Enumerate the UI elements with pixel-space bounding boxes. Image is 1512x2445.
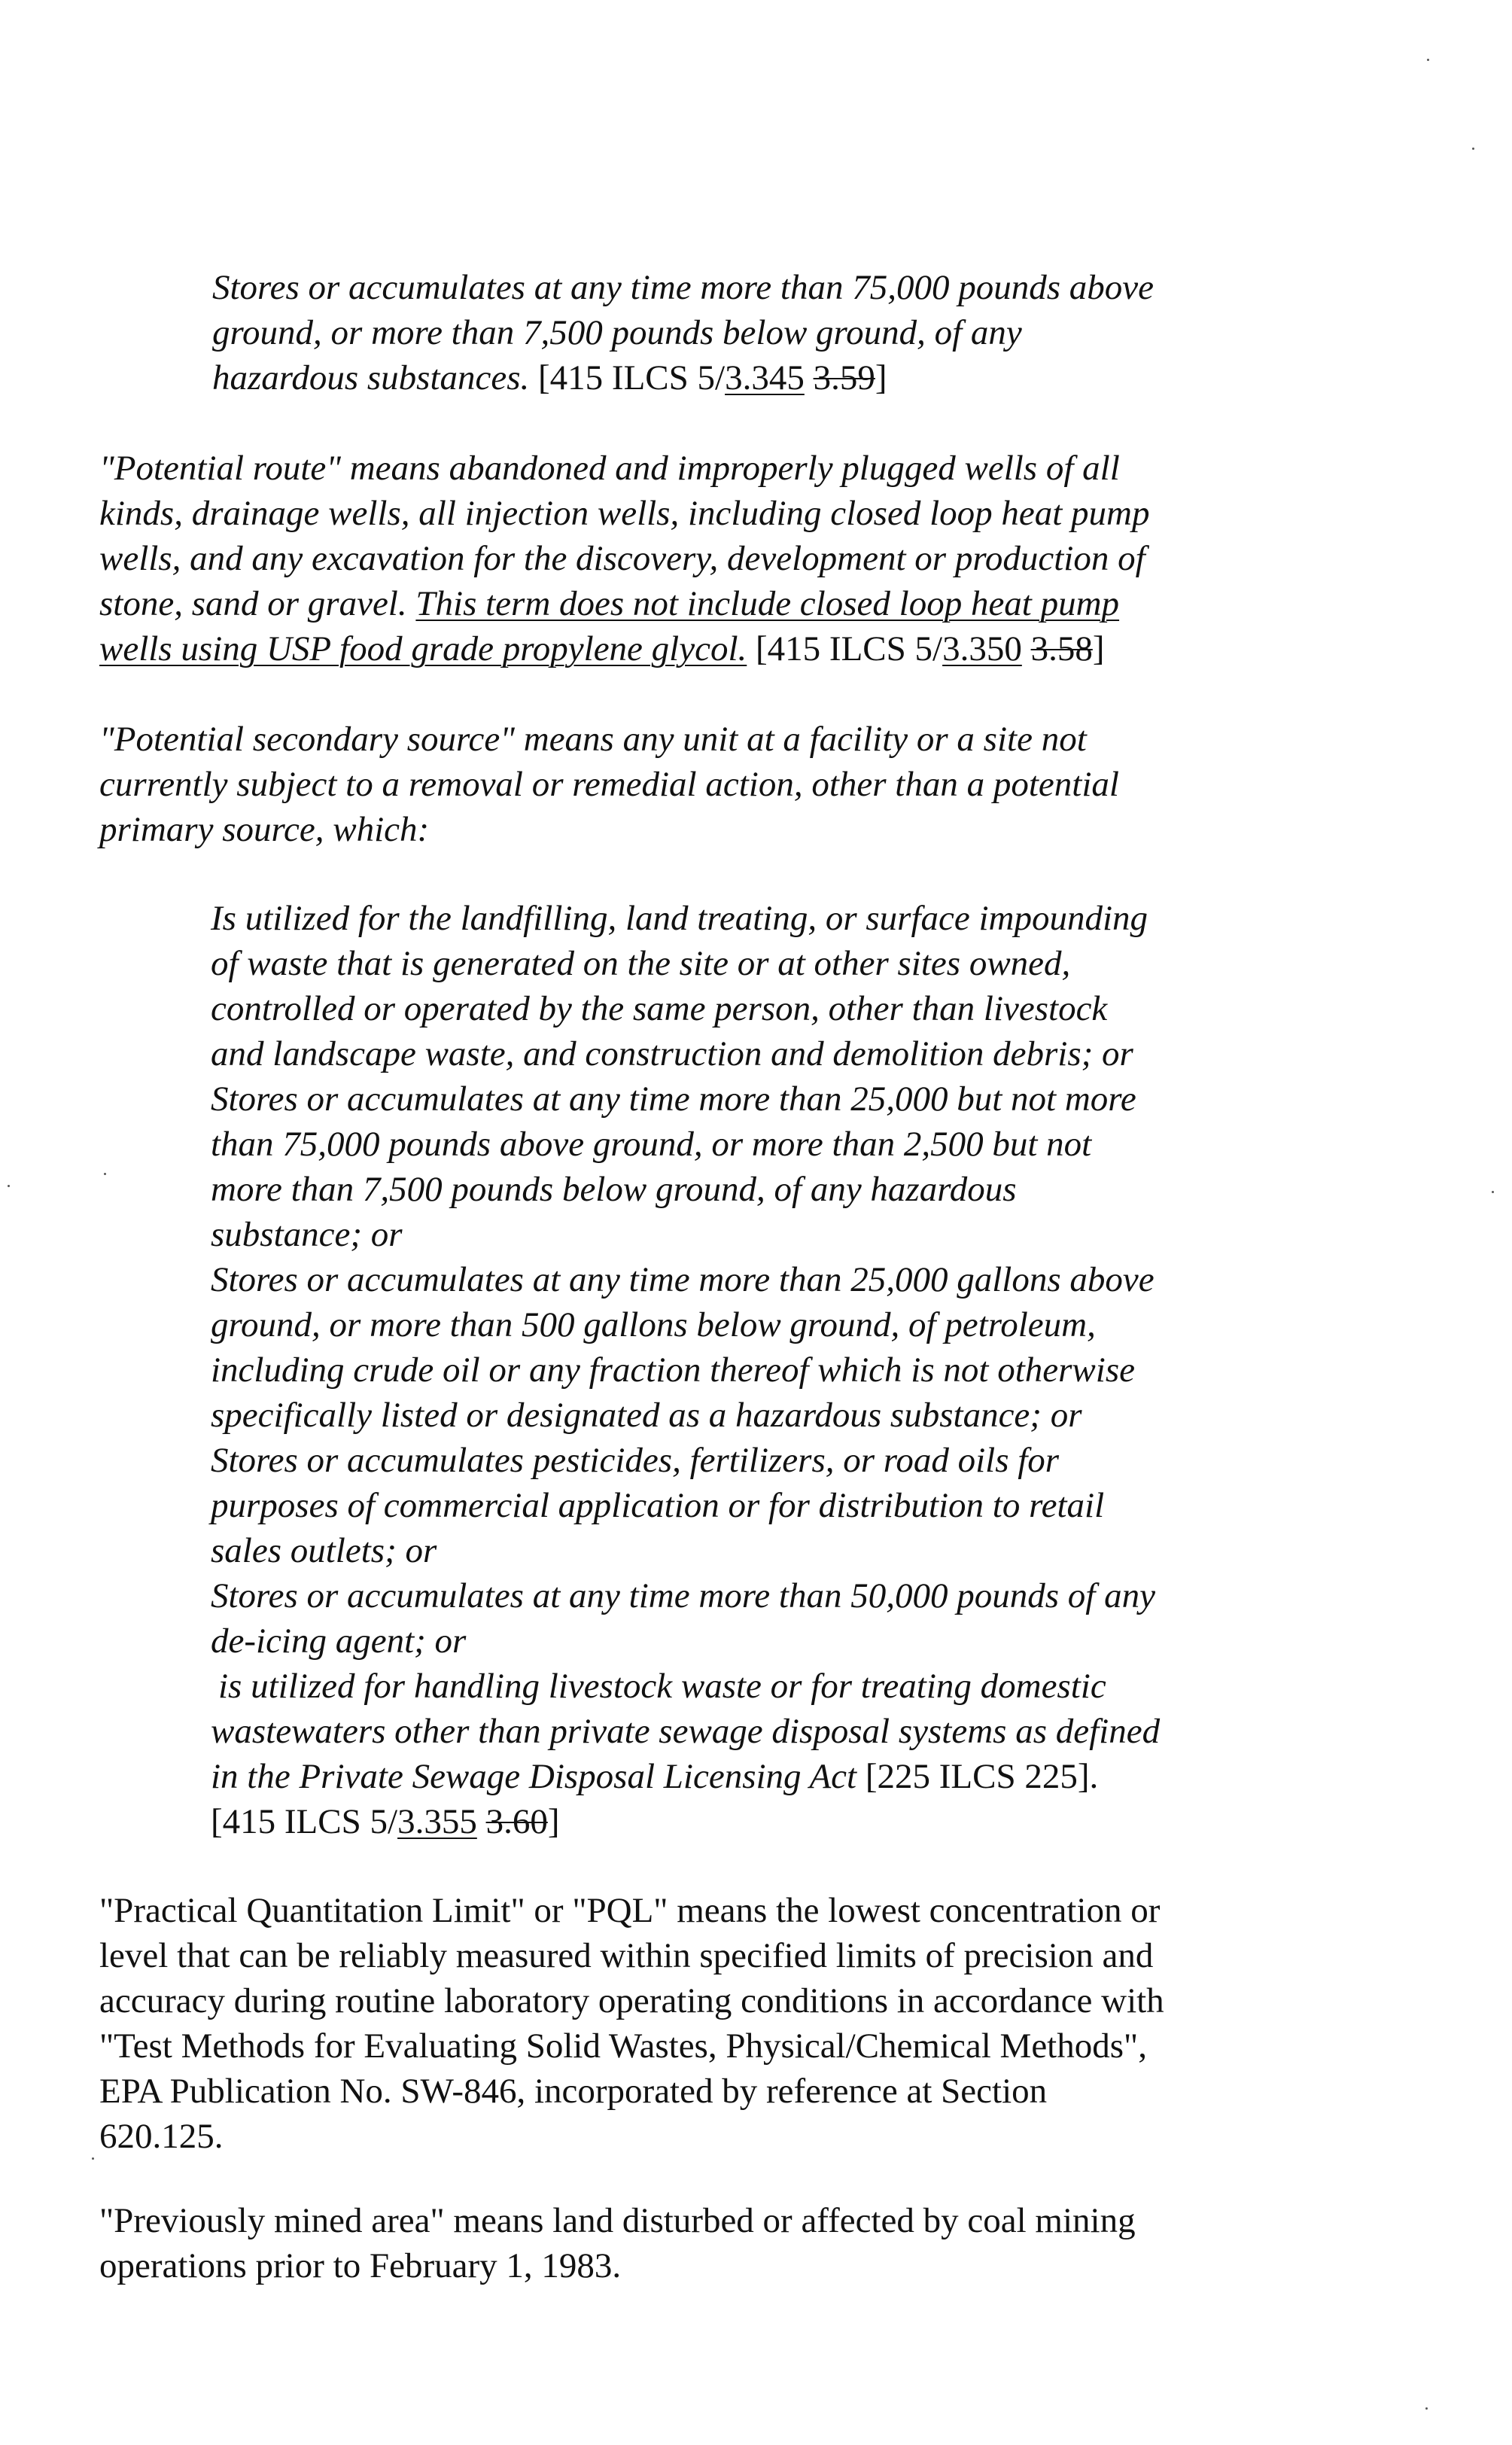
citation-inserted: 3.345 [725, 358, 805, 397]
text-line-part: in the Private Sewage Disposal Licensing Act [211, 1757, 857, 1796]
citation-suffix: ] [547, 1802, 560, 1841]
text-line: and landscape waste, and construction and demolition debris; or [211, 1034, 1133, 1073]
citation-inserted: 3.355 [397, 1802, 477, 1841]
text-line: ground, or more than 500 gallons below ground, of petroleum, [211, 1305, 1096, 1344]
inserted-text: This term does not include closed loop heat pump [415, 584, 1120, 623]
paragraph-potential-secondary-source [99, 717, 1119, 852]
citation [211, 1799, 1160, 1844]
citation-inserted: 3.350 [942, 629, 1022, 668]
text-line: purposes of commercial application or for distribution to retail [211, 1486, 1105, 1525]
text-line: Stores or accumulates at any time more than 25,000 gallons above [211, 1260, 1155, 1299]
text-line [99, 626, 1150, 671]
text-line: Stores or accumulates at any time more than 50,000 pounds of any [211, 1576, 1155, 1615]
text-line: "Potential route" means abandoned and improperly plugged wells of all [99, 449, 1120, 488]
citation [747, 629, 1104, 668]
text-line: currently subject to a removal or remedial action, other than a potential [99, 765, 1119, 804]
citation-suffix: ] [875, 358, 887, 397]
scan-speck [92, 2157, 94, 2160]
text-line: sales outlets; or [211, 1531, 437, 1570]
text-line: Stores or accumulates at any time more than 25,000 but not more [211, 1079, 1136, 1119]
scan-speck [1492, 1191, 1494, 1193]
citation [529, 358, 887, 397]
text-line: de-icing agent; or [211, 1621, 467, 1661]
text-line: Stores or accumulates at any time more than 75,000 pounds above [212, 268, 1154, 307]
text-line: ground, or more than 7,500 pounds below ground, of any [212, 313, 1022, 352]
text-line: 620.125. [99, 2117, 224, 2156]
text-line: of waste that is generated on the site or at other sites owned, [211, 944, 1071, 983]
scan-speck [1472, 148, 1474, 150]
text-line: is utilized for handling livestock waste or for treating domestic [218, 1667, 1106, 1706]
text-line: specifically listed or designated as a hazardous substance; or [211, 1396, 1082, 1435]
scan-speck [8, 1185, 10, 1187]
paragraph-potential-route [99, 446, 1150, 671]
text-line: than 75,000 pounds above ground, or more than 2,500 but not [211, 1125, 1092, 1164]
text-line: level that can be reliably measured within specified limits of precision and [99, 1936, 1154, 1975]
paragraph-hazardous-storage [212, 265, 1154, 400]
text-line: primary source, which: [99, 810, 430, 849]
text-line: operations prior to February 1, 1983. [99, 2246, 622, 2285]
paragraph-pql [99, 1888, 1164, 2159]
text-line [211, 1754, 1160, 1799]
inserted-text: wells using USP food grade propylene glycol. [99, 629, 747, 668]
act-citation: [225 ILCS 225]. [865, 1757, 1099, 1796]
text-line-part: stone, sand or gravel. [99, 584, 407, 623]
text-line: "Potential secondary source" means any unit at a facility or a site not [99, 720, 1087, 759]
citation-deleted: 3.59 [813, 358, 875, 397]
text-line: Is utilized for the landfilling, land treating, or surface impounding [211, 899, 1148, 938]
text-line: EPA Publication No. SW-846, incorporated by reference at Section [99, 2072, 1048, 2111]
text-line [99, 581, 1150, 626]
citation-prefix: [415 ILCS 5/ [756, 629, 943, 668]
text-line: wells, and any excavation for the discovery, development or production of [99, 539, 1145, 578]
text-line-part: hazardous substances. [212, 358, 530, 397]
citation-prefix: [415 ILCS 5/ [538, 358, 726, 397]
paragraph-previously-mined-area [99, 2198, 1136, 2288]
text-line: kinds, drainage wells, all injection wells, including closed loop heat pump [99, 494, 1150, 533]
citation-prefix: [415 ILCS 5/ [211, 1802, 398, 1841]
citation-suffix: ] [1092, 629, 1105, 668]
citation-deleted: 3.60 [485, 1802, 548, 1841]
text-line: Stores or accumulates pesticides, fertilizers, or road oils for [211, 1441, 1060, 1480]
text-line: wastewaters other than private sewage disposal systems as defined [211, 1712, 1161, 1751]
text-line: controlled or operated by the same person, other than livestock [211, 989, 1108, 1028]
text-line: "Previously mined area" means land disturbed or affected by coal mining [99, 2201, 1136, 2240]
scan-speck [1425, 2407, 1428, 2410]
text-line: more than 7,500 pounds below ground, of any hazardous [211, 1170, 1017, 1209]
text-line: substance; or [211, 1215, 403, 1254]
scan-speck [1427, 59, 1429, 61]
text-line: including crude oil or any fraction thereof which is not otherwise [211, 1350, 1135, 1390]
text-line [212, 355, 1154, 400]
citation-deleted: 3.58 [1030, 629, 1093, 668]
scan-speck [104, 1173, 106, 1175]
text-line: "Practical Quantitation Limit" or "PQL" means the lowest concentration or [99, 1891, 1161, 1930]
paragraph-secondary-source-criteria [211, 896, 1160, 1844]
text-line: accuracy during routine laboratory operating conditions in accordance with [99, 1981, 1164, 2020]
text-line: "Test Methods for Evaluating Solid Wastes, Physical/Chemical Methods", [99, 2026, 1147, 2066]
